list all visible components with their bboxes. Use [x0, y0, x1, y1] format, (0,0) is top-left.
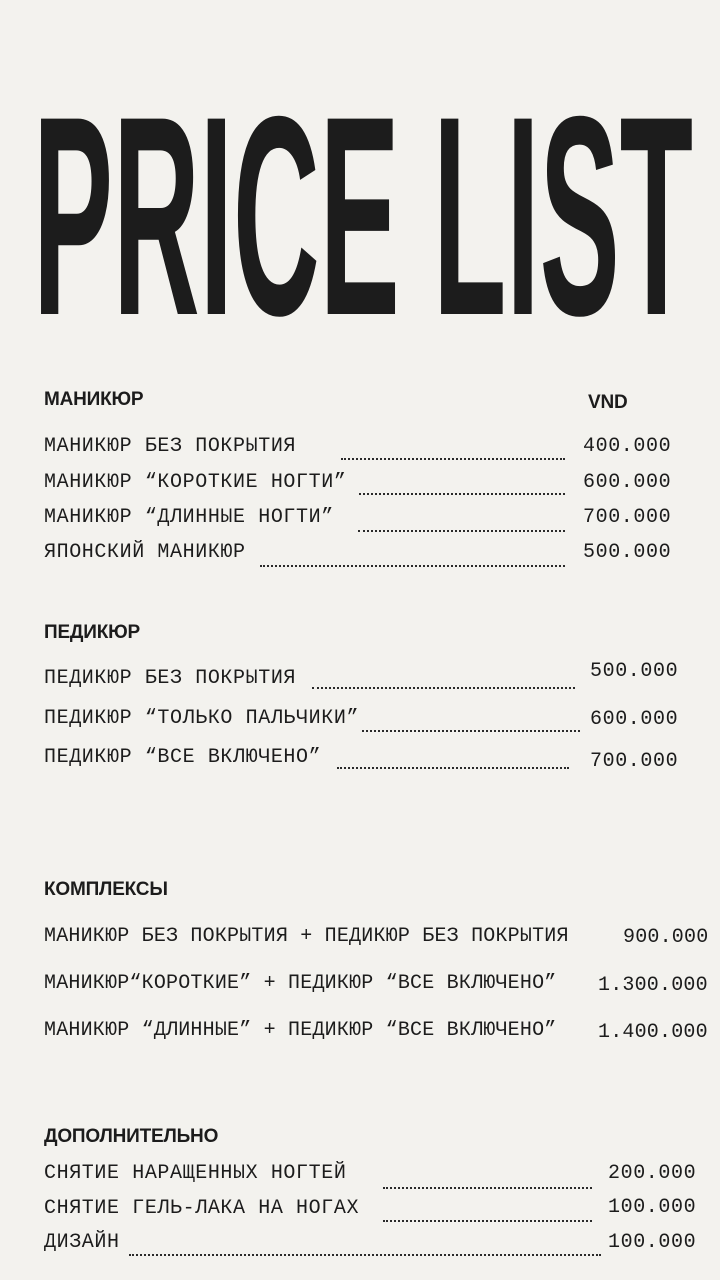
dotted-leader: [260, 565, 565, 567]
list-item-label: МАНИКЮР “ДЛИННЫЕ НОГТИ”: [44, 506, 334, 529]
list-item-label: МАНИКЮР БЕЗ ПОКРЫТИЯ: [44, 435, 297, 458]
list-item-price: 600.000: [583, 471, 672, 494]
list-item-label: ПЕДИКЮР “ТОЛЬКО ПАЛЬЧИКИ”: [44, 707, 360, 730]
dotted-leader: [362, 730, 580, 732]
list-item-price: 200.000: [608, 1162, 697, 1185]
section-heading-combos: КОМПЛЕКСЫ: [44, 879, 168, 900]
dotted-leader: [358, 530, 565, 532]
list-item-price: 100.000: [608, 1196, 697, 1219]
list-item-price: 400.000: [583, 435, 672, 458]
list-item-price: 100.000: [608, 1231, 697, 1254]
list-item-label: МАНИКЮР “ДЛИННЫЕ” + ПЕДИКЮР “ВСЕ ВКЛЮЧЕНО”: [44, 1019, 557, 1042]
list-item-price: 600.000: [590, 708, 679, 731]
currency-label: VND: [588, 392, 628, 413]
list-item-price: 500.000: [590, 660, 679, 683]
section-heading-manicure: МАНИКЮР: [44, 389, 144, 410]
page-title: [33, 108, 693, 320]
section-heading-pedicure: ПЕДИКЮР: [44, 622, 140, 643]
list-item-price: 500.000: [583, 541, 672, 564]
list-item-label: СНЯТИЕ ГЕЛЬ-ЛАКА НА НОГАХ: [44, 1197, 360, 1220]
list-item-price: 700.000: [590, 750, 679, 773]
dotted-leader: [341, 458, 565, 460]
list-item-label: МАНИКЮР “КОРОТКИЕ НОГТИ”: [44, 471, 347, 494]
dotted-leader: [129, 1254, 601, 1256]
svg-text:PRICE LIST: PRICE LIST: [33, 108, 693, 320]
list-item-price: 1.400.000: [598, 1021, 708, 1044]
dotted-leader: [383, 1220, 592, 1222]
list-item-label: ПЕДИКЮР БЕЗ ПОКРЫТИЯ: [44, 667, 297, 690]
list-item-price: 900.000: [623, 926, 709, 949]
dotted-leader: [359, 493, 565, 495]
dotted-leader: [337, 767, 569, 769]
list-item-label: ПЕДИКЮР “ВСЕ ВКЛЮЧЕНО”: [44, 746, 322, 769]
list-item-label: ЯПОНСКИЙ МАНИКЮР: [44, 541, 246, 564]
page-title-graphic: [33, 108, 693, 320]
dotted-leader: [383, 1187, 592, 1189]
list-item-label: МАНИКЮР БЕЗ ПОКРЫТИЯ + ПЕДИКЮР БЕЗ ПОКРЫТИЯ: [44, 925, 569, 948]
list-item-label: МАНИКЮР“КОРОТКИЕ” + ПЕДИКЮР “ВСЕ ВКЛЮЧЕНО”: [44, 972, 557, 995]
list-item-label: СНЯТИЕ НАРАЩЕННЫХ НОГТЕЙ: [44, 1162, 347, 1185]
list-item-price: 1.300.000: [598, 974, 708, 997]
list-item-label: ДИЗАЙН: [44, 1231, 120, 1254]
section-heading-extras: ДОПОЛНИТЕЛЬНО: [44, 1126, 219, 1147]
dotted-leader: [312, 687, 575, 689]
list-item-price: 700.000: [583, 506, 672, 529]
